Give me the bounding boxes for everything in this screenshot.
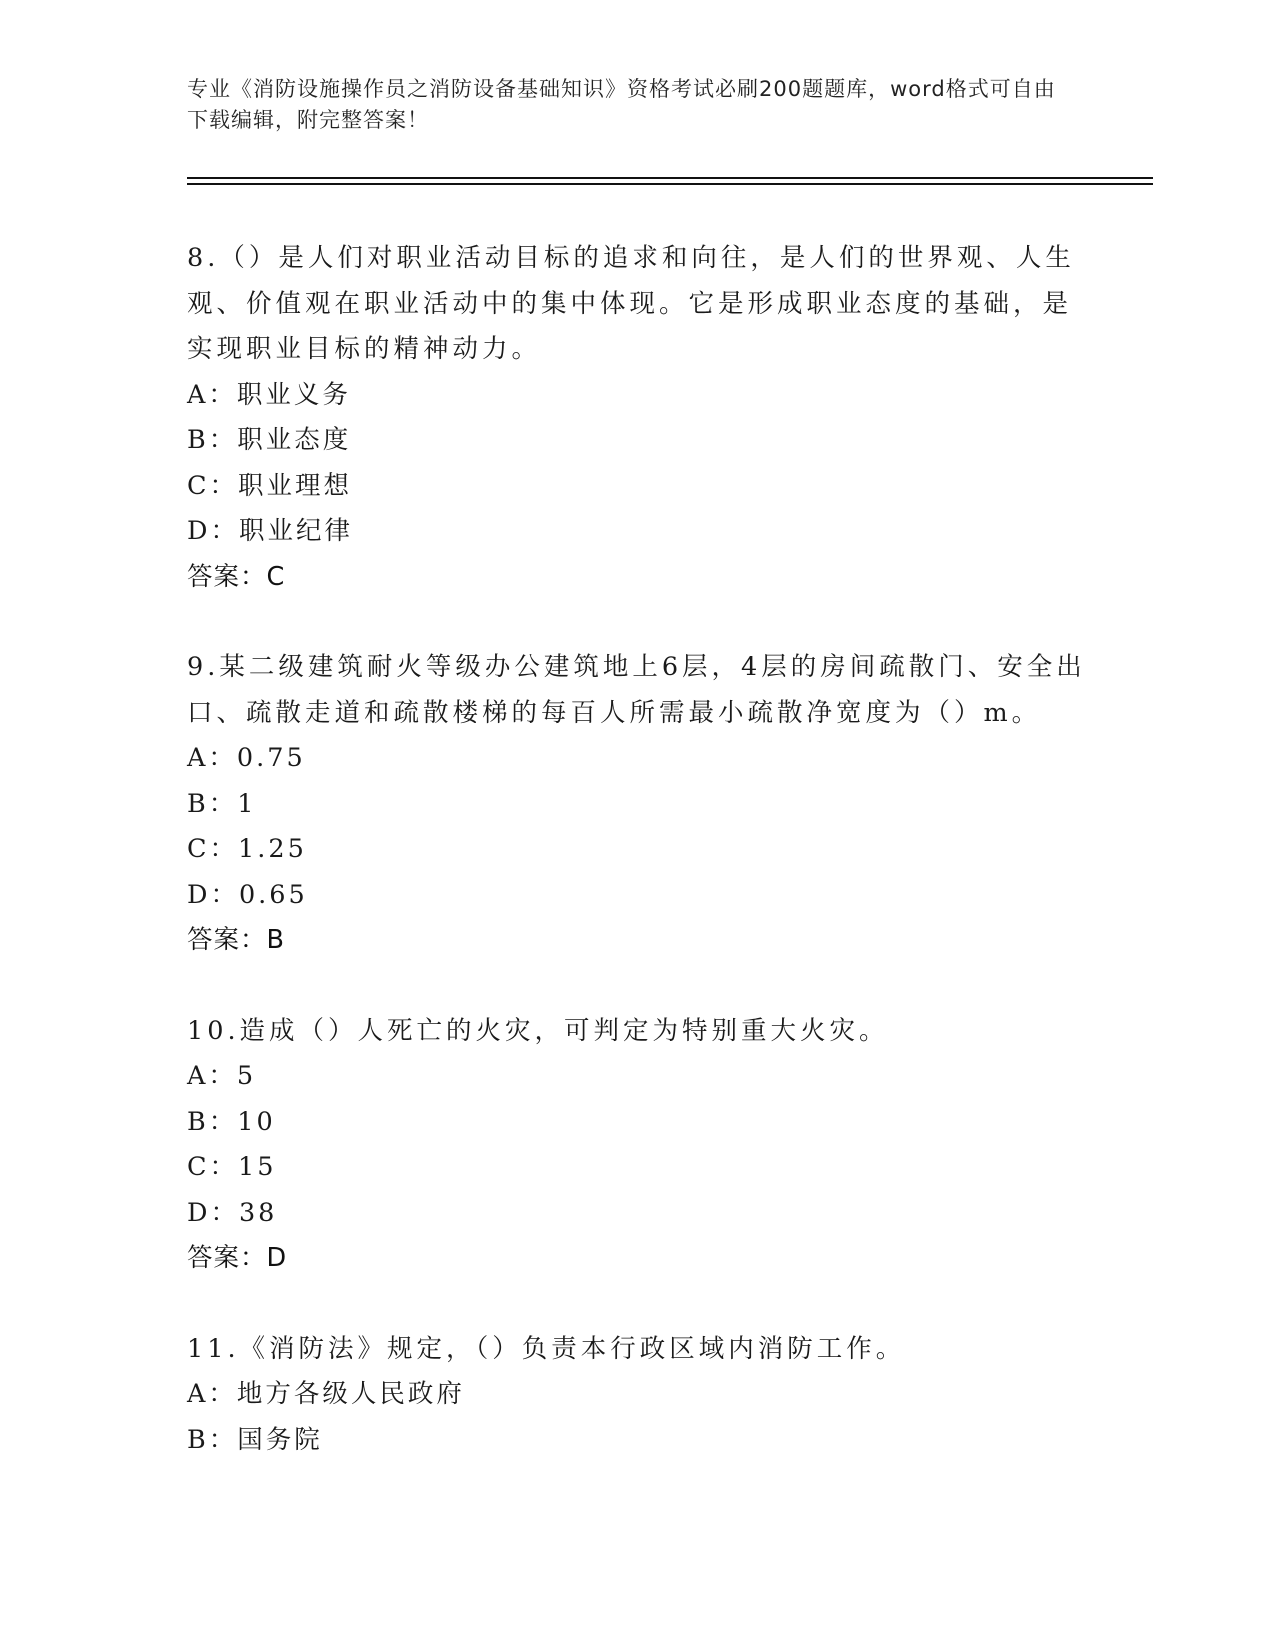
question-10 <box>187 1009 1087 1282</box>
question-8 <box>187 236 1087 600</box>
document-header: 专业《消防设施操作员之消防设备基础知识》资格考试必刷200题题库，word格式可自由下载编辑，附完整答案！ <box>187 77 1056 132</box>
option-c: C：15 <box>187 1152 277 1182</box>
question-text: 9.某二级建筑耐火等级办公建筑地上6层，4层的房间疏散门、安全出口、疏散走道和疏散楼梯的每百人所需最小疏散净宽度为（）m。 <box>187 652 1086 728</box>
header-divider-top <box>187 177 1153 179</box>
option-a: A：职业义务 <box>187 379 351 410</box>
option-a: A：5 <box>187 1061 257 1091</box>
option-a: A：地方各级人民政府 <box>187 1379 465 1409</box>
question-9 <box>187 645 1087 964</box>
question-text: 8.（）是人们对职业活动目标的追求和向往，是人们的世界观、人生观、价值观在职业活动中的集中体现。它是形成职业态度的基础，是实现职业目标的精神动力。 <box>187 243 1075 364</box>
header-divider-bottom <box>187 183 1153 185</box>
option-b: B：职业态度 <box>187 425 352 455</box>
option-a: A：0.75 <box>187 743 306 773</box>
answer: 答案：D <box>187 1243 288 1273</box>
option-c: C：职业理想 <box>187 470 353 501</box>
question-text: 10.造成（）人死亡的火灾，可判定为特别重大火灾。 <box>187 1015 889 1046</box>
option-b: B：1 <box>187 788 257 819</box>
answer: 答案：C <box>187 561 286 592</box>
option-c: C：1.25 <box>187 834 307 864</box>
answer: 答案：B <box>187 925 285 955</box>
option-d: D：0.65 <box>187 879 308 910</box>
option-b: B：国务院 <box>187 1424 323 1455</box>
question-text: 11.《消防法》规定，（）负责本行政区域内消防工作。 <box>187 1333 906 1364</box>
option-d: D：38 <box>187 1197 278 1228</box>
question-11 <box>187 1327 1087 1464</box>
question-list <box>187 236 1087 1508</box>
option-b: B：10 <box>187 1106 276 1137</box>
option-d: D：职业纪律 <box>187 516 353 546</box>
